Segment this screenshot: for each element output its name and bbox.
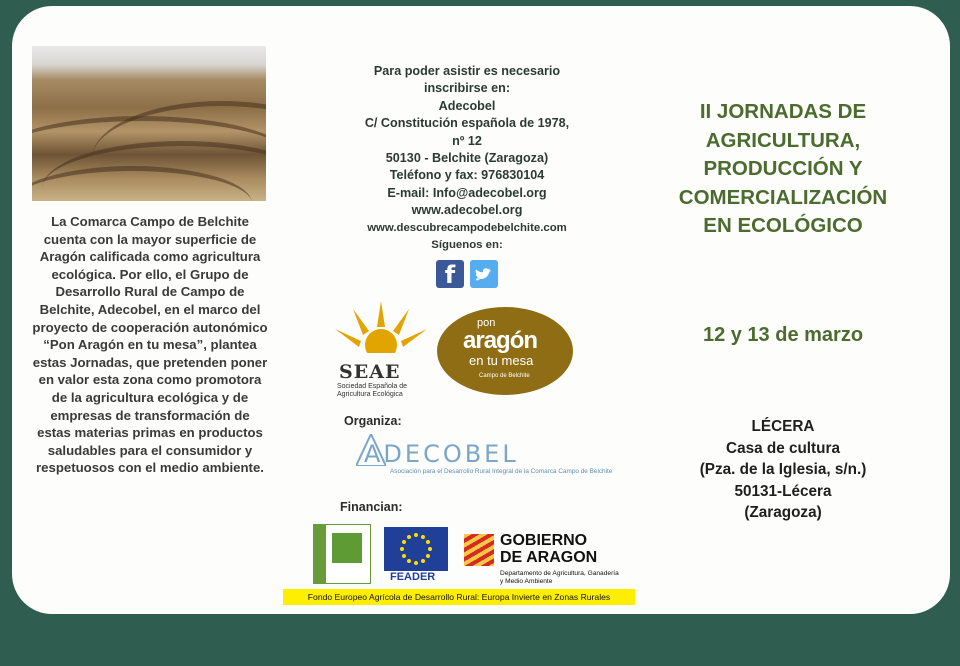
pon-aragon-logo [437, 307, 573, 395]
aragon-flag-icon [464, 534, 494, 566]
seae-logo [333, 301, 429, 399]
intro-paragraph: La Comarca Campo de Belchite cuenta con la mayor superficie de Aragón calificada como agricultura ecológica. Por ello, el Grupo de Desarrollo Rural de Campo de Belchite, Adecobel, en el marco del proyecto de cooperación autonómico “Pon Aragón en tu mesa”, plantea estas Jornadas, que pretenden poner en valor esta zona como promotora de la agricultura ecológica y de empresas de transformación de estas materias primas en productos saludables para el consumidor y respetuosos con el medio ambiente. [32, 214, 268, 476]
leader-logo [306, 524, 371, 584]
venue-line: Casa de cultura [726, 439, 840, 457]
title-line: PRODUCCIÓN Y [703, 157, 863, 180]
feader-banner: Fondo Europeo Agrícola de Desarrollo Rural: Europa Invierte en Zonas Rurales [283, 589, 635, 605]
partner-logos [333, 297, 593, 407]
de-aragon-text: DE ARAGON [500, 549, 598, 566]
event-title [640, 98, 926, 241]
registration-line: inscribirse en: [423, 81, 511, 96]
social-icons [317, 260, 617, 288]
seae-subtitle: Sociedad Española de Agricultura Ecológica [337, 383, 408, 398]
organiza-label: Organiza: [344, 414, 402, 428]
title-line: EN ECOLÓGICO [703, 214, 863, 237]
event-date: 12 y 13 de marzo [702, 324, 864, 346]
aragon-text: aragón [463, 327, 538, 354]
title-line: COMERCIALIZACIÓN [678, 185, 888, 209]
middle-column [317, 63, 617, 288]
department-text: Departamento de Agricultura, Ganadería y Medio Ambiente [500, 570, 619, 585]
event-venue [640, 416, 926, 524]
facebook-icon[interactable]: f [436, 260, 464, 288]
title-line: AGRICULTURA, [705, 128, 861, 152]
title-line: II JORNADAS DE [699, 100, 867, 123]
sun-icon [333, 301, 429, 361]
adecobel-subtitle: Asociación para el Desarrollo Rural Integral de la Comarca Campo de Belchite [390, 468, 613, 475]
phone-line: Teléfono y fax: 976830104 [389, 168, 545, 183]
adecobel-logo [352, 432, 613, 482]
address-line: nº 12 [452, 133, 482, 148]
email-line[interactable]: E-mail: Info@adecobel.org [387, 185, 547, 200]
website-link[interactable]: www.adecobel.org [411, 203, 523, 218]
adecobel-name: ADECOBEL [364, 440, 519, 468]
en-tu-mesa-text: en tu mesa [469, 353, 534, 368]
leader-text: LEADER [306, 538, 314, 567]
left-column [32, 46, 272, 477]
brochure-sheet [12, 6, 950, 614]
financian-label: Financian: [340, 500, 403, 514]
venue-line: 50131-Lécera [734, 482, 832, 500]
landscape-photo [32, 46, 266, 201]
eu-flag-icon [384, 527, 448, 571]
pon-text: pon [477, 317, 496, 329]
org-name: Adecobel [438, 98, 496, 113]
website-link-2[interactable]: www.descubrecampodebelchite.com [367, 221, 567, 234]
feader-label: FEADER [390, 571, 436, 583]
address-line: C/ Constitución española de 1978, [364, 116, 570, 131]
registration-line: Para poder asistir es necesario [373, 64, 561, 78]
follow-label: Síguenos en: [431, 239, 503, 252]
campo-belchite-text: Campo de Belchite [479, 373, 530, 379]
gobierno-aragon-logo [464, 532, 624, 592]
seae-name: SEAE [339, 361, 401, 383]
gobierno-text: GOBIERNO [500, 532, 588, 549]
address-line: 50130 - Belchite (Zaragoza) [385, 151, 549, 166]
leader-emblem-icon [332, 533, 362, 563]
venue-line: (Pza. de la Iglesia, s/n.) [699, 461, 867, 478]
venue-line: (Zaragoza) [744, 504, 822, 521]
venue-line: LÉCERA [751, 418, 815, 435]
twitter-icon[interactable] [470, 260, 498, 288]
